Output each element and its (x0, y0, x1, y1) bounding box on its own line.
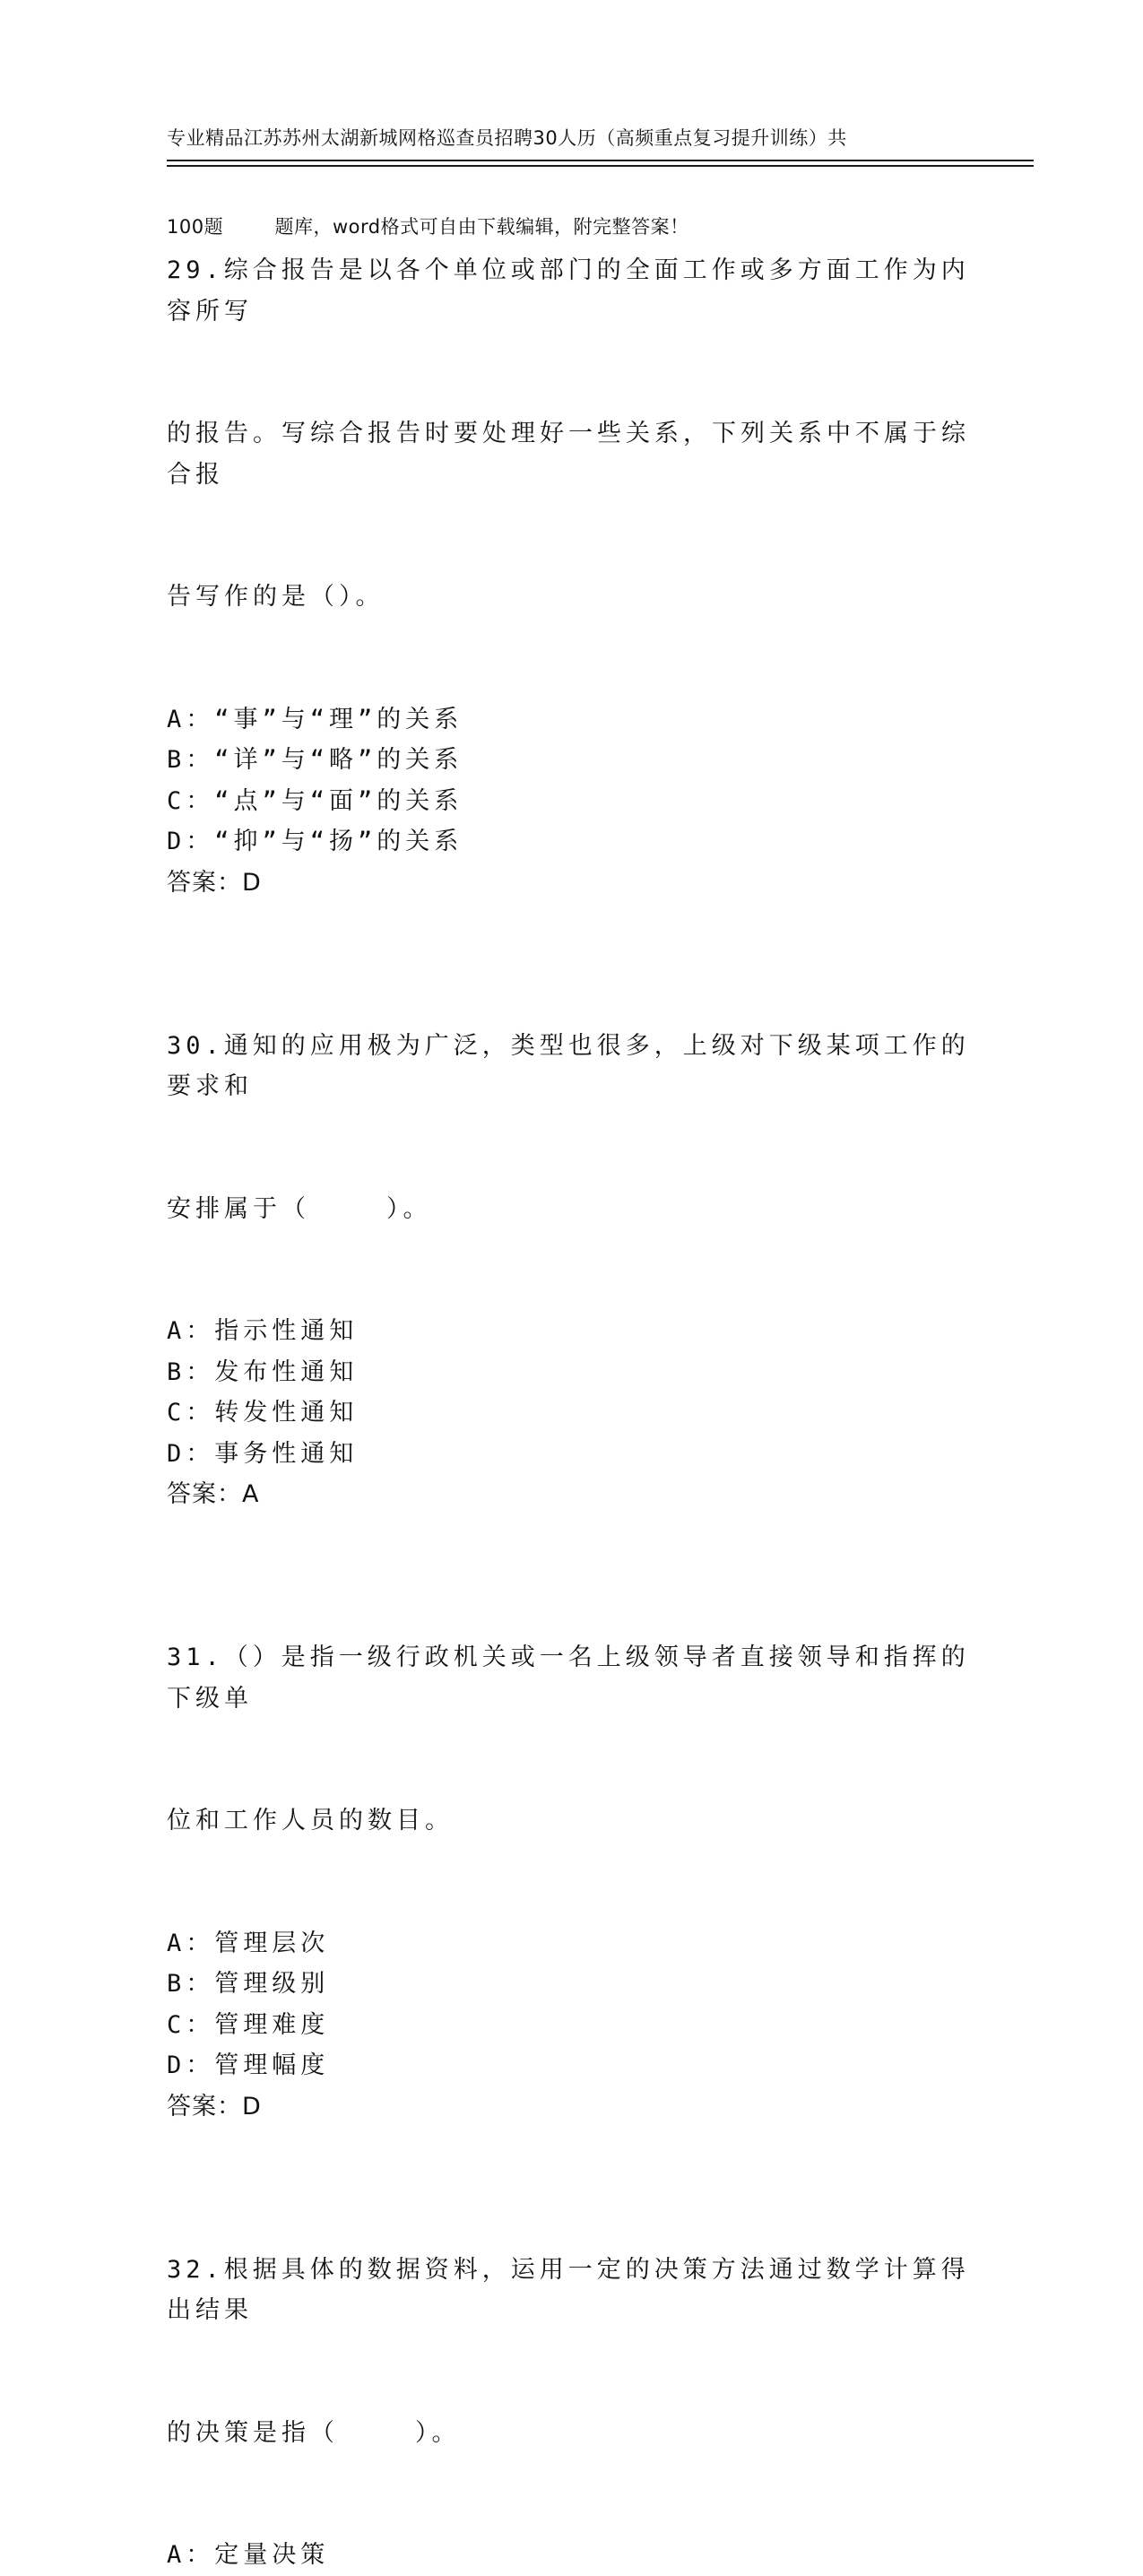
option-d: D：事务性通知 (167, 1439, 359, 1468)
question-line: 的报告。写综合报告时要处理好一些关系，下列关系中不属于综合报 (167, 420, 970, 489)
question-list (167, 169, 974, 2576)
option-a: A：定量决策 (167, 2541, 330, 2569)
question-text (167, 944, 974, 1312)
header-line-2: 100题 题库，word格式可自由下载编辑，附完整答案！ (167, 216, 689, 238)
header-divider-top (167, 160, 1034, 161)
option-b: B：“详”与“略”的关系 (167, 746, 463, 774)
question-line: 29.综合报告是以各个单位或部门的全面工作或多方面工作为内容所写 (167, 256, 970, 325)
option-a: A：指示性通知 (167, 1317, 359, 1345)
option-c: C：“点”与“面”的关系 (167, 786, 463, 815)
question-line: 32.根据具体的数据资料，运用一定的决策方法通过数学计算得出结果 (167, 2255, 970, 2324)
header-divider-bottom (167, 165, 1034, 167)
question-line: 安排属于（ ）。 (167, 1194, 432, 1223)
option-b: B：管理级别 (167, 1970, 330, 1998)
option-c: C：管理难度 (167, 2010, 330, 2039)
question-spacer (167, 2127, 974, 2168)
answer: 答案：D (167, 868, 262, 897)
question-line: 30.通知的应用极为广泛，类型也很多，上级对下级某项工作的要求和 (167, 1031, 970, 1100)
question-32 (167, 2168, 974, 2576)
question-text (167, 2168, 974, 2536)
question-29 (167, 169, 974, 903)
option-d: D：管理幅度 (167, 2051, 330, 2079)
question-31 (167, 1556, 974, 2127)
answer: 答案：A (167, 1480, 260, 1508)
option-d: D：“抑”与“扬”的关系 (167, 828, 463, 855)
option-a: A：“事”与“理”的关系 (167, 705, 463, 733)
option-c: C：转发性通知 (167, 1399, 359, 1427)
question-spacer (167, 903, 974, 944)
question-spacer (167, 1515, 974, 1557)
question-text (167, 169, 974, 699)
answer: 答案：D (167, 2092, 262, 2121)
option-a: A：管理层次 (167, 1929, 330, 1957)
question-text (167, 1556, 974, 1923)
question-30 (167, 944, 974, 1515)
header-line-1: 专业精品江苏苏州太湖新城网格巡查员招聘30人历（高频重点复习提升训练）共 (167, 127, 847, 149)
question-line: 位和工作人员的数目。 (167, 1807, 454, 1834)
question-line: 告写作的是（）。 (167, 583, 385, 611)
question-line: 的决策是指（ ）。 (167, 2418, 461, 2447)
option-b: B：发布性通知 (167, 1357, 359, 1386)
question-line: 31.（）是指一级行政机关或一名上级领导者直接领导和指挥的下级单 (167, 1644, 970, 1713)
